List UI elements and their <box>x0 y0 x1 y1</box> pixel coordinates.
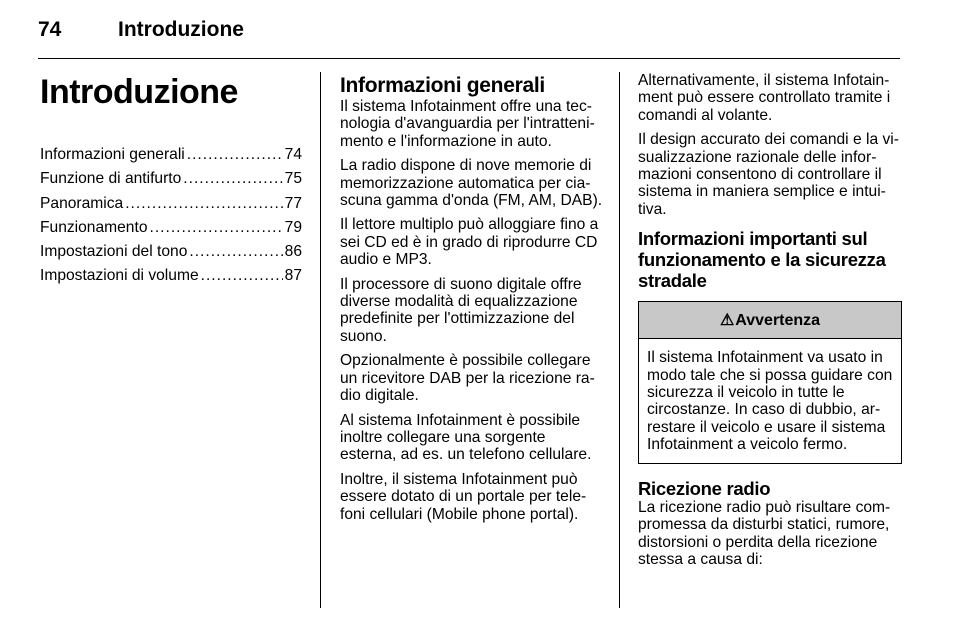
body-paragraph: La ricezione radio può risultare compromessa da disturbi statici, rumore, distorsioni o perdita della ricezione stessa a causa di: <box>638 498 891 568</box>
toc-entry-page: 77 <box>284 194 302 212</box>
section-heading: Informazioni generali <box>340 74 545 97</box>
column-divider-2 <box>619 72 620 608</box>
running-title: Introduzione <box>118 18 244 41</box>
toc-entry[interactable] <box>40 243 302 267</box>
toc-leader <box>187 146 283 163</box>
toc-entry-label: Impostazioni del tono <box>40 243 188 261</box>
column-safety <box>638 72 902 568</box>
body-paragraph: Alternativamente, il sistema Infotainment può essere controllato tramite i comandi al volante. <box>638 72 891 124</box>
column-toc <box>40 72 302 292</box>
warning-text: Il sistema Infotainment va usato in modo tale che si possa guidare con sicurezza il veicolo in tutte le circostanze. In caso di dubbio, arrestare il veicolo e usare il sistema Infotainment a veicolo fermo. <box>647 349 893 454</box>
column-divider-1 <box>320 72 321 608</box>
body-paragraph: Il processore di suono digitale offre diverse modalità di equalizzazione predefinite per l'ottimizzazione del suono. <box>340 275 582 345</box>
toc-entry-label: Funzionamento <box>40 218 148 236</box>
toc-leader <box>125 195 282 212</box>
toc-entry-page: 74 <box>284 146 302 163</box>
toc-leader <box>183 170 282 187</box>
subsection-heading: Informazioni importanti sul funzionamento e la sicurezza stradale <box>638 228 886 292</box>
toc-entry-page: 87 <box>284 267 302 285</box>
toc-entry[interactable] <box>40 170 302 194</box>
header-rule <box>38 58 900 59</box>
toc-leader <box>201 267 283 284</box>
toc-entry-page: 86 <box>284 243 302 261</box>
column-general-info <box>340 72 604 530</box>
toc-entry-page: 75 <box>284 170 302 188</box>
warning-header <box>639 302 901 339</box>
toc-entry[interactable] <box>40 146 302 170</box>
page-number: 74 <box>38 18 62 41</box>
body-paragraph: Opzionalmente è possibile collegare un ricevitore DAB per la ricezione radio digitale. <box>340 352 595 405</box>
toc-entry[interactable] <box>40 267 302 291</box>
body-paragraph: Il lettore multiplo può alloggiare fino a sei CD ed è in grado di riprodurre CD audio e MP3. <box>340 216 599 269</box>
toc-entry-label: Funzione di antifurto <box>40 170 182 188</box>
body-paragraph: Il sistema Infotainment offre una tecnologia d'avanguardia per l'intrattenimento e l'informazione in auto. <box>340 98 595 150</box>
body-paragraph: Al sistema Infotainment è possibile inoltre collegare una sorgente esterna, ad es. un telefono cellulare. <box>340 411 592 464</box>
warning-box <box>638 301 902 463</box>
body-paragraph: Inoltre, il sistema Infotainment può essere dotato di un portale per telefoni cellulari (Mobile phone portal). <box>340 470 587 523</box>
warning-triangle-icon: ⚠ <box>719 311 735 329</box>
section-heading: Ricezione radio <box>638 477 771 499</box>
body-paragraph: Il design accurato dei comandi e la visualizzazione razionale delle informazioni consentono di controllare il sistema in maniera semplice e intuitiva. <box>638 131 899 218</box>
toc-entry-page: 79 <box>284 218 302 236</box>
toc-entry-label: Informazioni generali <box>40 146 185 163</box>
toc-entry-label: Impostazioni di volume <box>40 267 199 285</box>
toc-leader <box>150 219 283 236</box>
warning-title: Avvertenza <box>735 311 821 329</box>
toc-leader <box>189 243 282 260</box>
table-of-contents <box>40 146 302 292</box>
page-header <box>38 18 902 48</box>
chapter-title: Introduzione <box>40 73 238 111</box>
toc-entry[interactable] <box>40 219 302 243</box>
body-paragraph: La radio dispone di nove memorie di memorizzazione automatica per ciascuna gamma d'onda (FM, AM, DAB). <box>340 157 603 210</box>
toc-entry-label: Panoramica <box>40 194 124 212</box>
toc-entry[interactable] <box>40 195 302 219</box>
